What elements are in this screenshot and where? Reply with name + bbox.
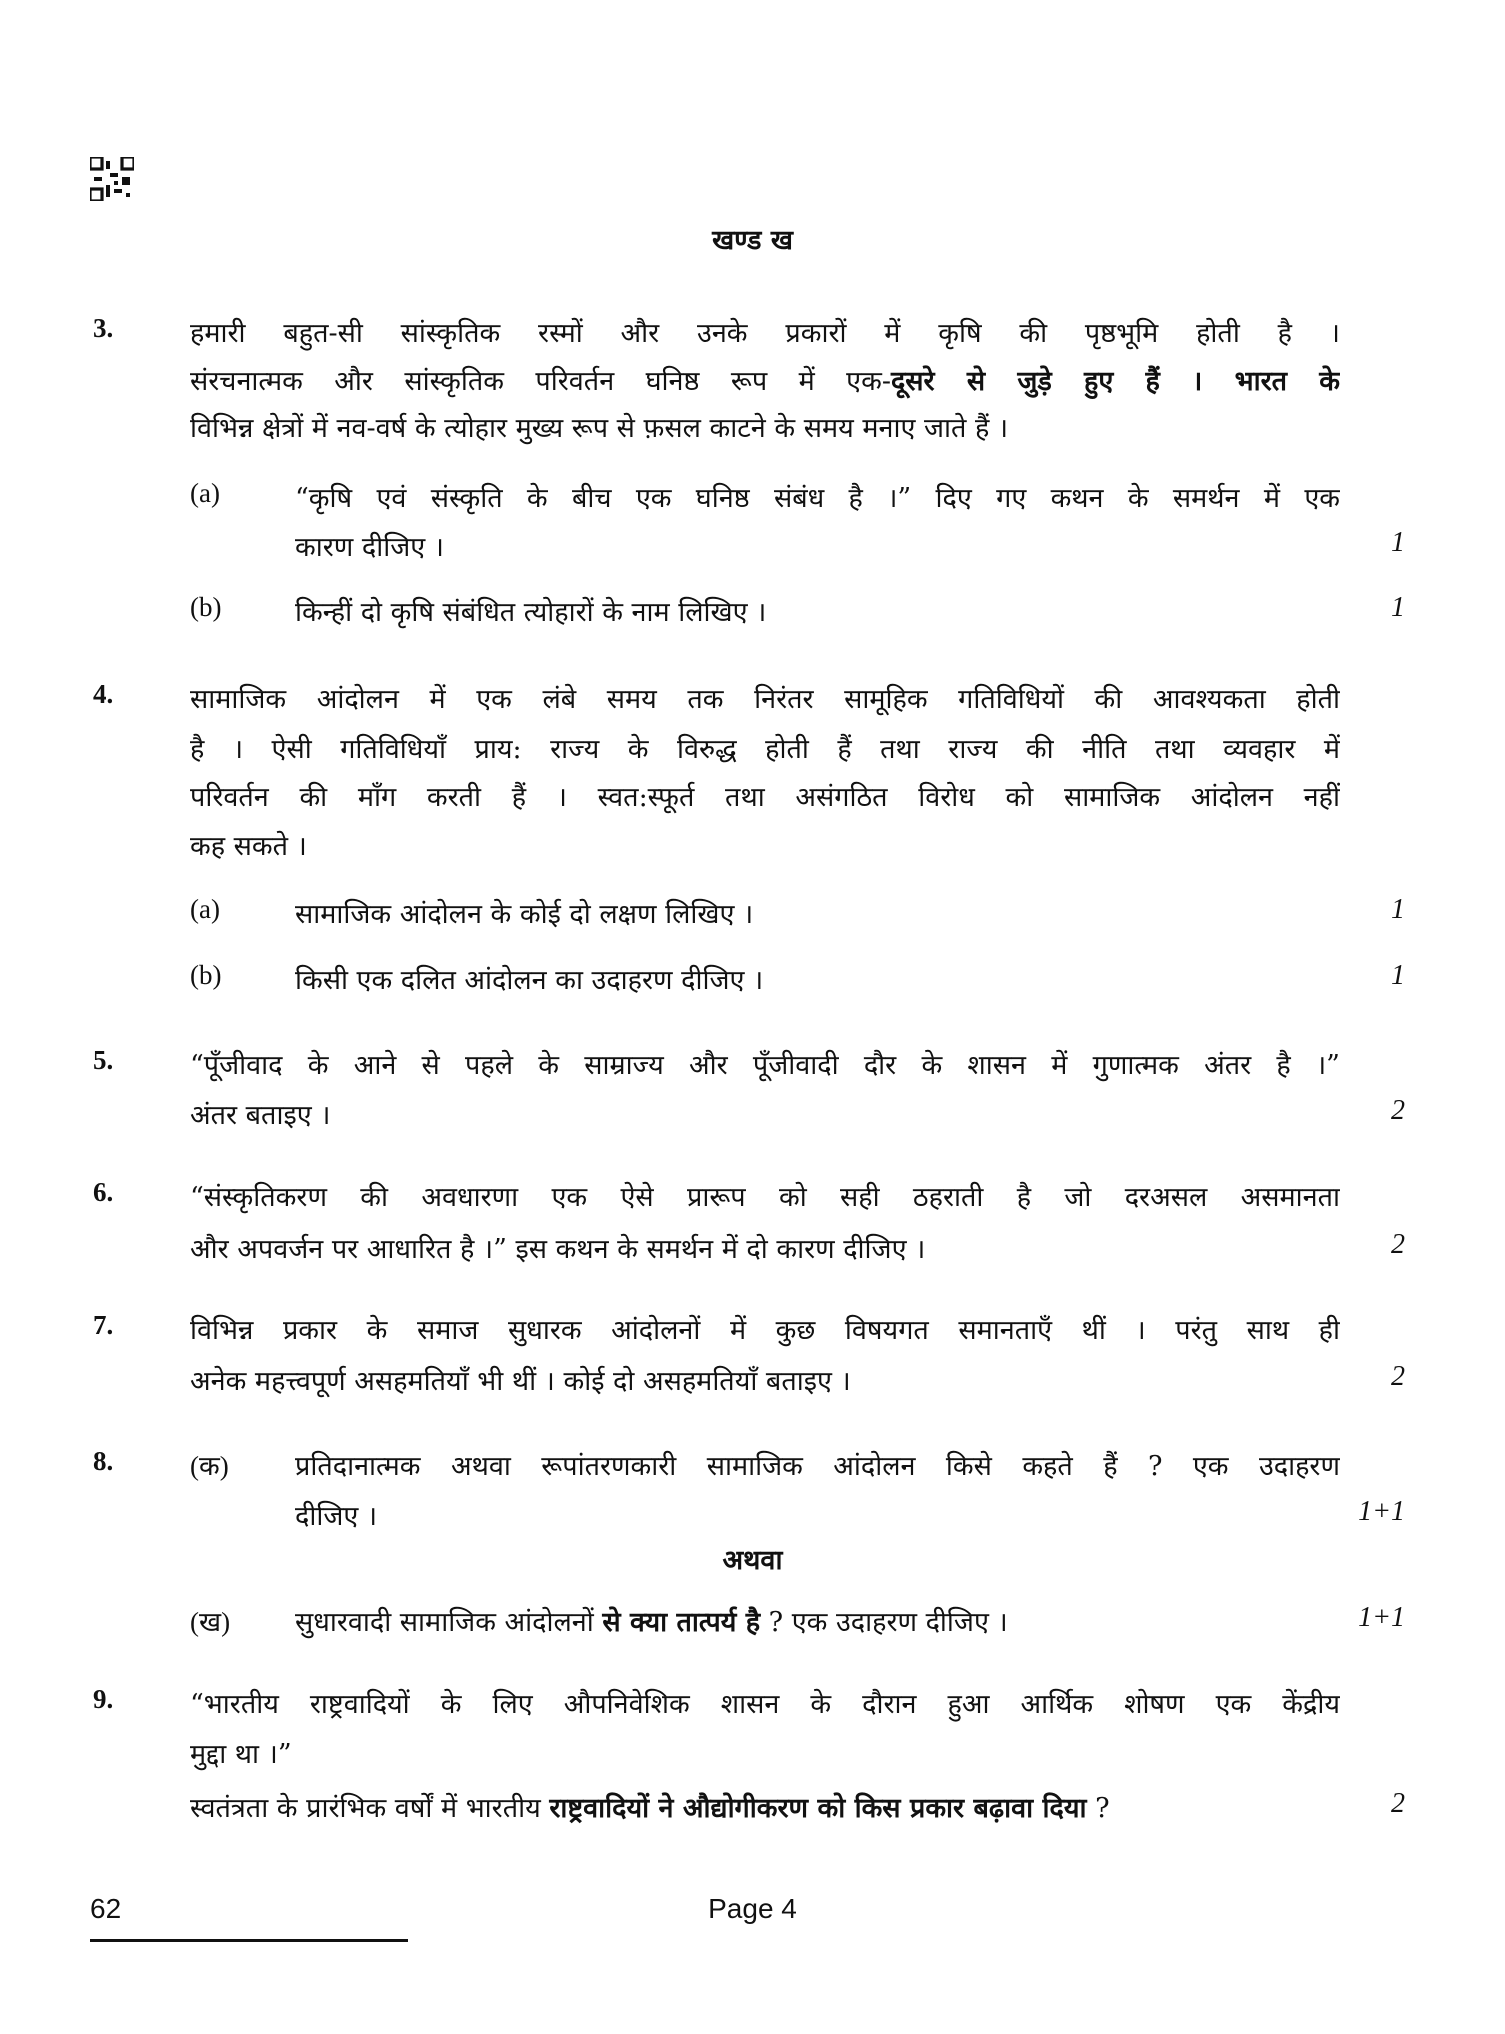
text-segment: ? एक उदाहरण दीजिए । (760, 1607, 1008, 1638)
marks: 1+1 (1358, 1496, 1405, 1527)
marks: 1+1 (1358, 1602, 1405, 1633)
bold-text-segment: से क्या तात्पर्य है (602, 1607, 761, 1638)
qr-code-icon (90, 157, 134, 201)
part-label: (a) (190, 894, 220, 924)
question-text: कह सकते । (190, 831, 307, 862)
footer-rule (90, 1939, 408, 1942)
option-text: दीजिए । (295, 1501, 378, 1532)
question-text: अंतर बताइए । (190, 1100, 331, 1131)
paper-code: 62 (90, 1893, 122, 1924)
question-text: अनेक महत्त्वपूर्ण असहमतियाँ भी थीं । कोई दो असहमतियाँ बताइए । (190, 1366, 851, 1397)
option-text: प्रतिदानात्मक अथवा रूपांतरणकारी सामाजिक आंदोलन किसे कहते हैं ? एक उदाहरण (295, 1451, 1340, 1482)
part-text: किन्हीं दो कृषि संबंधित त्योहारों के नाम लिखिए । (295, 597, 767, 628)
option-label: (ख) (190, 1607, 231, 1637)
question-text: मुद्दा था ।” (190, 1739, 292, 1770)
option-text (295, 1602, 1340, 1639)
question-text: “संस्कृतिकरण की अवधारणा एक ऐसे प्रारूप को सही ठहराती है जो दरअसल असमानता (190, 1182, 1340, 1213)
bold-text-segment: दूसरे से जुड़े हुए हैं । भारत के (890, 366, 1340, 397)
text-segment: संरचनात्मक और सांस्कृतिक परिवर्तन घनिष्ठ रूप में एक- (190, 366, 891, 397)
marks: 1 (1391, 894, 1405, 925)
text-segment: ? (1086, 1793, 1110, 1824)
question-number: 5. (93, 1045, 114, 1075)
question-text: विभिन्न क्षेत्रों में नव-वर्ष के त्योहार मुख्य रूप से फ़सल काटने के समय मनाए जाते हैं । (190, 413, 1009, 444)
question-number: 6. (93, 1177, 114, 1207)
question-text: और अपवर्जन पर आधारित है ।” इस कथन के समर्थन में दो कारण दीजिए । (190, 1234, 926, 1265)
question-text: हमारी बहुत-सी सांस्कृतिक रस्मों और उनके प्रकारों में कृषि की पृष्ठभूमि होती है । (190, 318, 1340, 349)
question-text (190, 361, 1340, 401)
part-label: (b) (190, 960, 222, 990)
question-text: सामाजिक आंदोलन में एक लंबे समय तक निरंतर सामूहिक गतिविधियों की आवश्यकता होती (190, 684, 1340, 715)
marks: 2 (1391, 1361, 1405, 1392)
question-text: “पूँजीवाद के आने से पहले के साम्राज्य और पूँजीवादी दौर के शासन में गुणात्मक अंतर है ।” (190, 1050, 1340, 1081)
marks: 2 (1391, 1229, 1405, 1260)
question-text: परिवर्तन की माँग करती हैं । स्वत:स्फूर्त तथा असंगठित विरोध को सामाजिक आंदोलन नहीं (190, 782, 1340, 813)
marks: 2 (1391, 1788, 1405, 1819)
question-number: 3. (93, 313, 114, 343)
text-segment: सुधारवादी सामाजिक आंदोलनों (295, 1607, 603, 1638)
question-number: 9. (93, 1684, 114, 1714)
option-label: (क) (190, 1451, 229, 1481)
part-text: सामाजिक आंदोलन के कोई दो लक्षण लिखिए । (295, 899, 754, 930)
or-divider: अथवा (722, 1545, 783, 1576)
text-segment: स्वतंत्रता के प्रारंभिक वर्षों में भारतीय (190, 1793, 550, 1824)
part-label: (a) (190, 478, 220, 508)
part-text: किसी एक दलित आंदोलन का उदाहरण दीजिए । (295, 965, 764, 996)
question-number: 8. (93, 1446, 114, 1476)
part-text: कारण दीजिए । (295, 532, 444, 563)
question-text: है । ऐसी गतिविधियाँ प्राय: राज्य के विरुद्ध होती हैं तथा राज्य की नीति तथा व्यवहार में (190, 734, 1340, 765)
question-text: विभिन्न प्रकार के समाज सुधारक आंदोलनों में कुछ विषयगत समानताएँ थीं । परंतु साथ ही (190, 1315, 1340, 1346)
part-text: “कृषि एवं संस्कृति के बीच एक घनिष्ठ संबंध है ।” दिए गए कथन के समर्थन में एक (295, 483, 1340, 514)
section-heading: खण्ड ख (712, 225, 793, 256)
bold-text-segment: राष्ट्रवादियों ने औद्योगीकरण को किस प्रकार बढ़ावा दिया (549, 1793, 1087, 1824)
page-number: Page 4 (708, 1893, 797, 1924)
question-number: 4. (93, 679, 114, 709)
question-text (190, 1788, 1340, 1825)
question-number: 7. (93, 1310, 114, 1340)
marks: 1 (1391, 960, 1405, 991)
marks: 2 (1391, 1095, 1405, 1126)
marks: 1 (1391, 527, 1405, 558)
marks: 1 (1391, 592, 1405, 623)
part-label: (b) (190, 592, 222, 622)
question-text: “भारतीय राष्ट्रवादियों के लिए औपनिवेशिक शासन के दौरान हुआ आर्थिक शोषण एक केंद्रीय (190, 1689, 1340, 1720)
